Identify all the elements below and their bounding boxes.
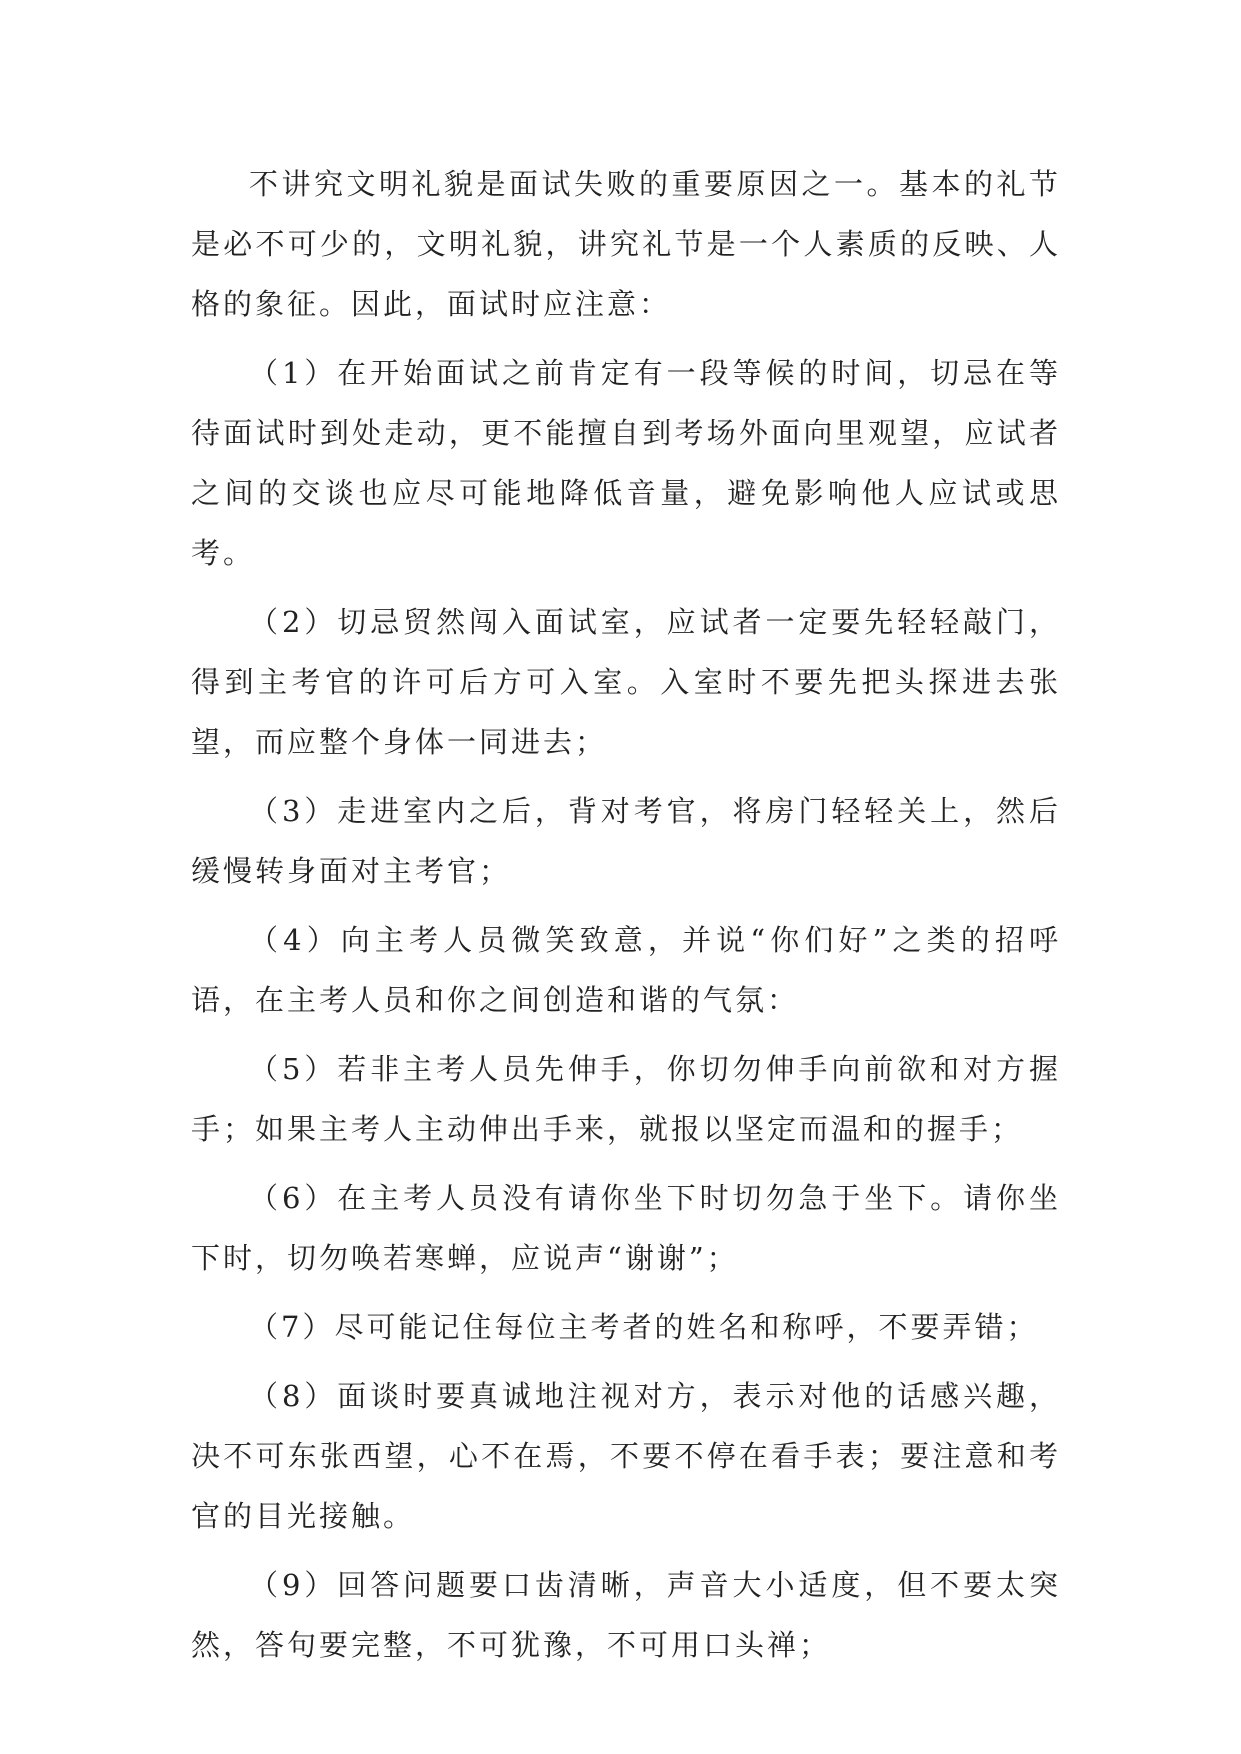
paragraph-item-5: （5）若非主考人员先伸手，你切勿伸手向前欲和对方握手；如果主考人主动伸出手来，就报以坚定而温和的握手； — [191, 1052, 1061, 1146]
paragraph-item-8: （8）面谈时要真诚地注视对方，表示对他的话感兴趣，决不可东张西望，心不在焉，不要不停在看手表；要注意和考官的目光接触。 — [191, 1379, 1061, 1533]
paragraph-item-7: （7）尽可能记住每位主考者的姓名和称呼，不要弄错； — [249, 1310, 1039, 1344]
document-body — [191, 154, 1061, 1684]
paragraph-intro: 不讲究文明礼貌是面试失败的重要原因之一。基本的礼节是必不可少的，文明礼貌，讲究礼节是一个人素质的反映、人格的象征。因此，面试时应注意： — [191, 167, 1061, 321]
paragraph-item-9: （9）回答问题要口齿清晰，声音大小适度，但不要太突然，答句要完整，不可犹豫，不可用口头禅； — [191, 1568, 1061, 1662]
paragraph-item-1: （1）在开始面试之前肯定有一段等候的时间，切忌在等待面试时到处走动，更不能擅自到考场外面向里观望，应试者之间的交谈也应尽可能地降低音量，避免影响他人应试或思考。 — [191, 356, 1061, 570]
paragraph-item-2: （2）切忌贸然闯入面试室，应试者一定要先轻轻敲门，得到主考官的许可后方可入室。入室时不要先把头探进去张望，而应整个身体一同进去； — [191, 605, 1061, 759]
paragraph-item-3: （3）走进室内之后，背对考官，将房门轻轻关上，然后缓慢转身面对主考官； — [191, 794, 1061, 888]
paragraph-item-6: （6）在主考人员没有请你坐下时切勿急于坐下。请你坐下时，切勿唤若寒蝉，应说声“谢谢”； — [191, 1181, 1061, 1275]
paragraph-item-4: （4）向主考人员微笑致意，并说“你们好”之类的招呼语，在主考人员和你之间创造和谐的气氛： — [191, 923, 1061, 1017]
